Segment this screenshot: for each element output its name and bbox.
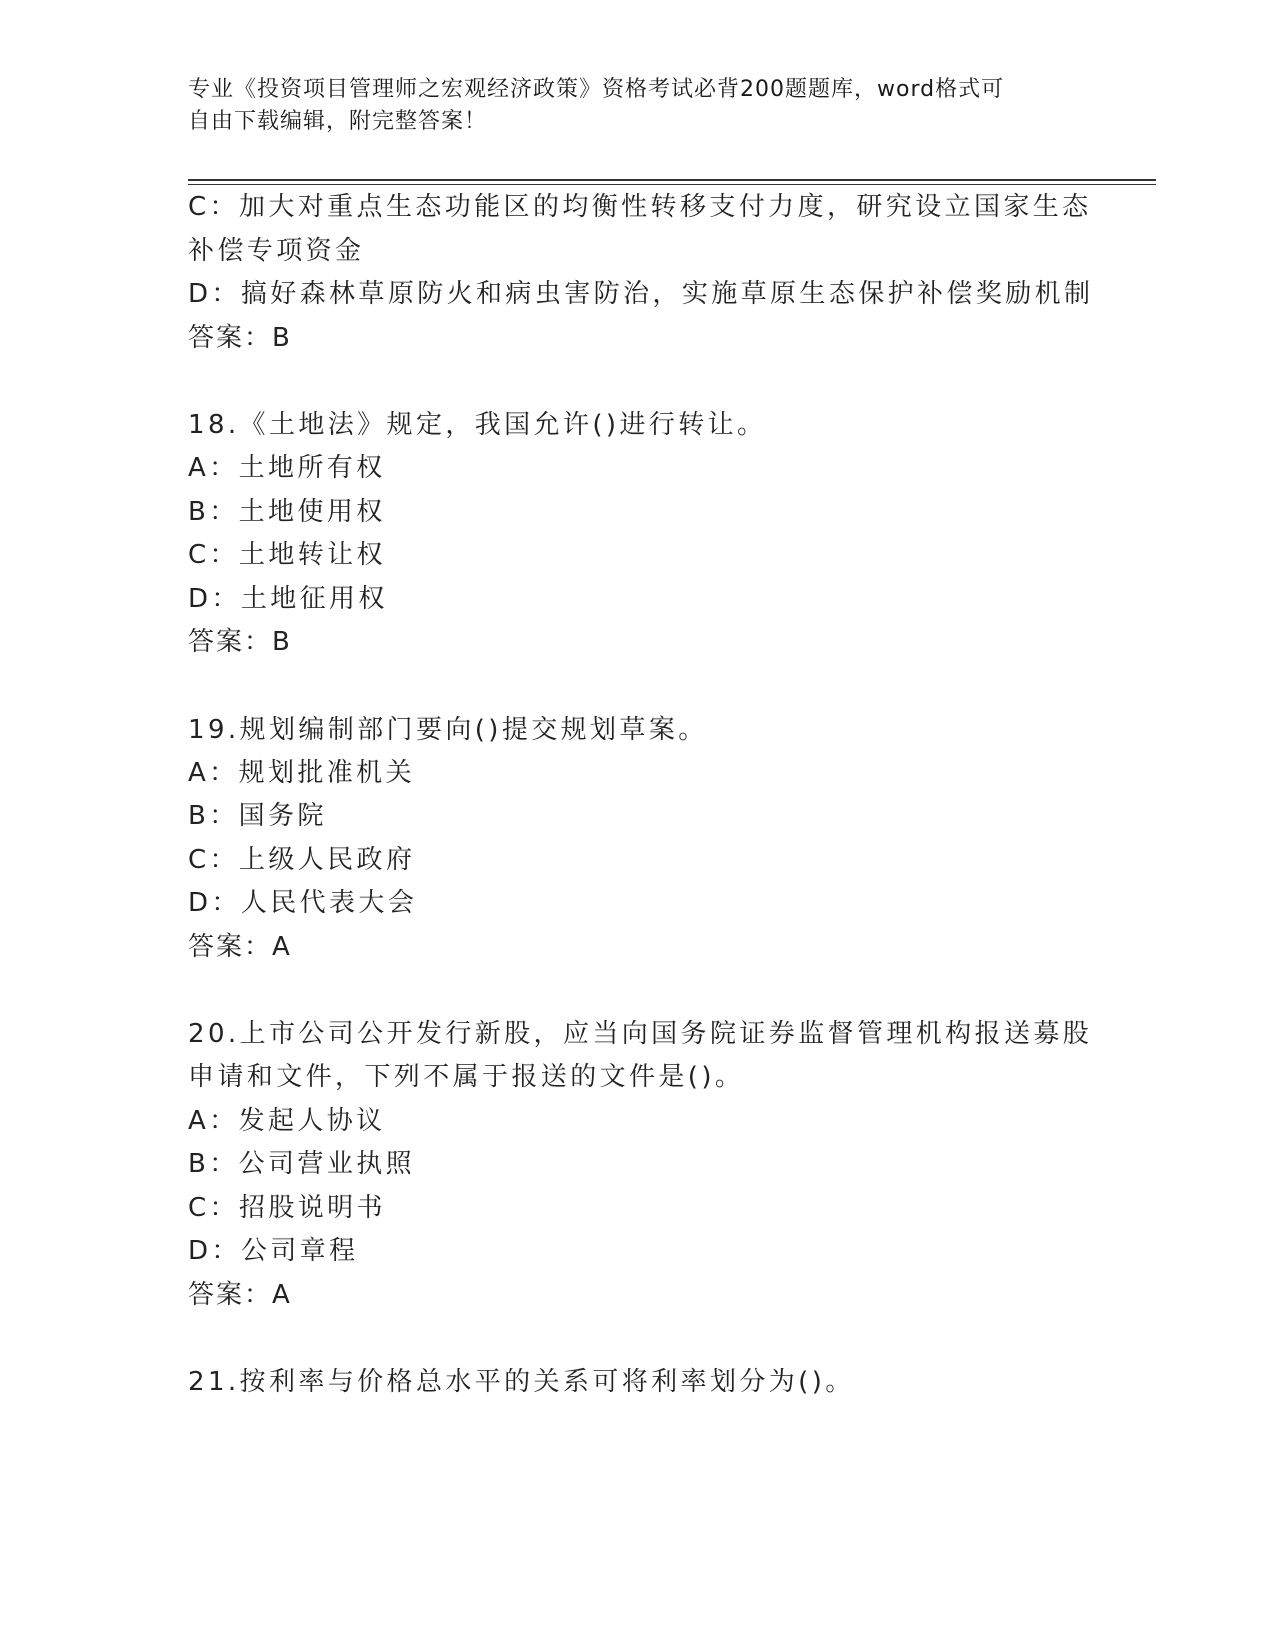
answer-value: B <box>272 627 292 657</box>
q19-option-b: B：国务院 <box>188 801 327 831</box>
q17-option-c-line-2: 补偿专项资金 <box>188 236 365 266</box>
q17-answer <box>188 317 292 354</box>
q18-option-c: C：土地转让权 <box>188 540 386 570</box>
answer-value: B <box>272 323 292 353</box>
q20-option-c: C：招股说明书 <box>188 1193 386 1223</box>
q20-stem-line-2: 申请和文件，下列不属于报送的文件是()。 <box>188 1062 745 1092</box>
q18-option-a: A：土地所有权 <box>188 453 386 483</box>
q19-stem: 19.规划编制部门要向()提交规划草案。 <box>188 715 708 745</box>
q19-option-c: C：上级人民政府 <box>188 845 416 875</box>
document-header <box>188 74 1088 138</box>
answer-label: 答案： <box>188 627 273 657</box>
q20-answer <box>188 1274 292 1311</box>
header-line-1: 专业《投资项目管理师之宏观经济政策》资格考试必背200题题库，word格式可 <box>188 77 1005 102</box>
q19-answer <box>188 926 292 963</box>
answer-label: 答案： <box>188 1280 273 1310</box>
answer-label: 答案： <box>188 323 273 353</box>
q21-stem: 21.按利率与价格总水平的关系可将利率划分为()。 <box>188 1367 855 1397</box>
header-line-2: 自由下载编辑，附完整答案！ <box>188 109 488 134</box>
q19-option-d: D：人民代表大会 <box>188 888 418 918</box>
q18-option-b: B：土地使用权 <box>188 497 386 527</box>
q18-answer <box>188 621 292 658</box>
header-divider-thin <box>188 184 1156 185</box>
q20-option-b: B：公司营业执照 <box>188 1149 416 1179</box>
answer-label: 答案： <box>188 932 273 962</box>
q20-option-a: A：发起人协议 <box>188 1106 386 1136</box>
q19-option-a: A：规划批准机关 <box>188 758 415 788</box>
answer-value: A <box>272 932 292 962</box>
q20-option-d: D：公司章程 <box>188 1236 359 1266</box>
q18-stem: 18.《土地法》规定，我国允许()进行转让。 <box>188 410 767 440</box>
q20-stem-line-1: 20.上市公司公开发行新股，应当向国务院证券监督管理机构报送募股 <box>188 1019 1093 1049</box>
q17-option-d: D：搞好森林草原防火和病虫害防治，实施草原生态保护补偿奖励机制 <box>188 279 1094 309</box>
header-divider-thick <box>188 179 1156 181</box>
q17-option-c-line-1: C：加大对重点生态功能区的均衡性转移支付力度，研究设立国家生态 <box>188 192 1092 222</box>
answer-value: A <box>272 1280 292 1310</box>
q18-option-d: D：土地征用权 <box>188 584 388 614</box>
